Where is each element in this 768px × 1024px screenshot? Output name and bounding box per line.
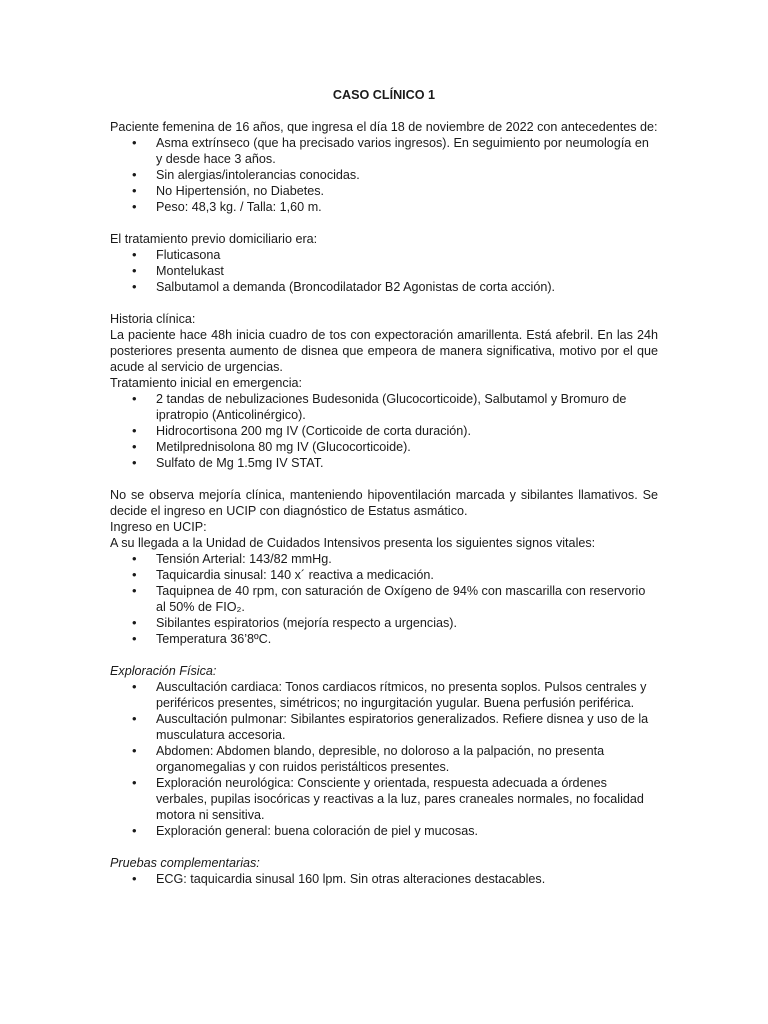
tratamiento-previo-heading: El tratamiento previo domiciliario era: bbox=[110, 232, 318, 246]
list-item: • Hidrocortisona 200 mg IV (Corticoide de corta duración). bbox=[110, 423, 658, 439]
tratamiento-previo-list bbox=[110, 247, 658, 295]
list-item: • Exploración general: buena coloración de piel y mucosas. bbox=[110, 823, 658, 839]
antecedentes-list bbox=[110, 135, 658, 215]
exploracion-heading: Exploración Física: bbox=[110, 664, 217, 678]
signos-vitales-list bbox=[110, 551, 658, 647]
no-mejoria-paragraph: No se observa mejoría clínica, manteniendo hipoventilación marcada y sibilantes llamativos. Se decide el ingreso en UCIP con diagnóstico de Estatus asmático. bbox=[110, 488, 658, 518]
list-item: • Peso: 48,3 kg. / Talla: 1,60 m. bbox=[110, 199, 658, 215]
list-item: • Exploración neurológica: Consciente y orientada, respuesta adecuada a órdenes verbales, pupilas isocóricas y reactivas a la luz, pares craneales normales, no focalidad motora ni sensitiva. bbox=[110, 775, 658, 823]
historia-heading: Historia clínica: bbox=[110, 312, 196, 326]
intro-paragraph: Paciente femenina de 16 años, que ingresa el día 18 de noviembre de 2022 con antecedentes de: bbox=[110, 120, 658, 134]
list-item: • Salbutamol a demanda (Broncodilatador B2 Agonistas de corta acción). bbox=[110, 279, 658, 295]
document-content bbox=[110, 87, 658, 887]
list-item: • Taquipnea de 40 rpm, con saturación de Oxígeno de 94% con mascarilla con reservorio al 50% de FIO₂. bbox=[110, 583, 658, 615]
list-item: • 2 tandas de nebulizaciones Budesonida (Glucocorticoide), Salbutamol y Bromuro de ipratropio (Anticolinérgico). bbox=[110, 391, 658, 423]
tratamiento-inicial-list bbox=[110, 391, 658, 471]
list-item: • Montelukast bbox=[110, 263, 658, 279]
list-item: • Sibilantes espiratorios (mejoría respecto a urgencias). bbox=[110, 615, 658, 631]
list-item: • Auscultación cardiaca: Tonos cardiacos rítmicos, no presenta soplos. Pulsos centrales y periféricos presentes, simétricos; no ingurgitación yugular. Buena perfusión periférica. bbox=[110, 679, 658, 711]
exploracion-list bbox=[110, 679, 658, 839]
list-item: • Taquicardia sinusal: 140 x´ reactiva a medicación. bbox=[110, 567, 658, 583]
list-item: • Tensión Arterial: 143/82 mmHg. bbox=[110, 551, 658, 567]
list-item: • Temperatura 36’8ºC. bbox=[110, 631, 658, 647]
llegada-paragraph: A su llegada a la Unidad de Cuidados Intensivos presenta los siguientes signos vitales: bbox=[110, 536, 596, 550]
list-item: • Fluticasona bbox=[110, 247, 658, 263]
tratamiento-inicial-heading: Tratamiento inicial en emergencia: bbox=[110, 376, 303, 390]
list-item: • Sin alergias/intolerancias conocidas. bbox=[110, 167, 658, 183]
list-item: • Sulfato de Mg 1.5mg IV STAT. bbox=[110, 455, 658, 471]
list-item: • Abdomen: Abdomen blando, depresible, no doloroso a la palpación, no presenta organomegalias y con ruidos peristálticos presentes. bbox=[110, 743, 658, 775]
document-title: CASO CLÍNICO 1 bbox=[332, 88, 436, 102]
pruebas-heading: Pruebas complementarias: bbox=[110, 856, 260, 870]
list-item: • No Hipertensión, no Diabetes. bbox=[110, 183, 658, 199]
list-item: • ECG: taquicardia sinusal 160 lpm. Sin otras alteraciones destacables. bbox=[110, 871, 658, 887]
ingreso-heading: Ingreso en UCIP: bbox=[110, 520, 207, 534]
list-item: • Asma extrínseco (que ha precisado varios ingresos). En seguimiento por neumología en y desde hace 3 años. bbox=[110, 135, 658, 167]
historia-paragraph: La paciente hace 48h inicia cuadro de tos con expectoración amarillenta. Está afebril. En las 24h posteriores presenta aumento de disnea que empeora de manera significativa, motivo por el que acude al servicio de urgencias. bbox=[110, 328, 658, 374]
pruebas-list bbox=[110, 871, 658, 887]
list-item: • Metilprednisolona 80 mg IV (Glucocorticoide). bbox=[110, 439, 658, 455]
list-item: • Auscultación pulmonar: Sibilantes espiratorios generalizados. Refiere disnea y uso de la musculatura accesoria. bbox=[110, 711, 658, 743]
